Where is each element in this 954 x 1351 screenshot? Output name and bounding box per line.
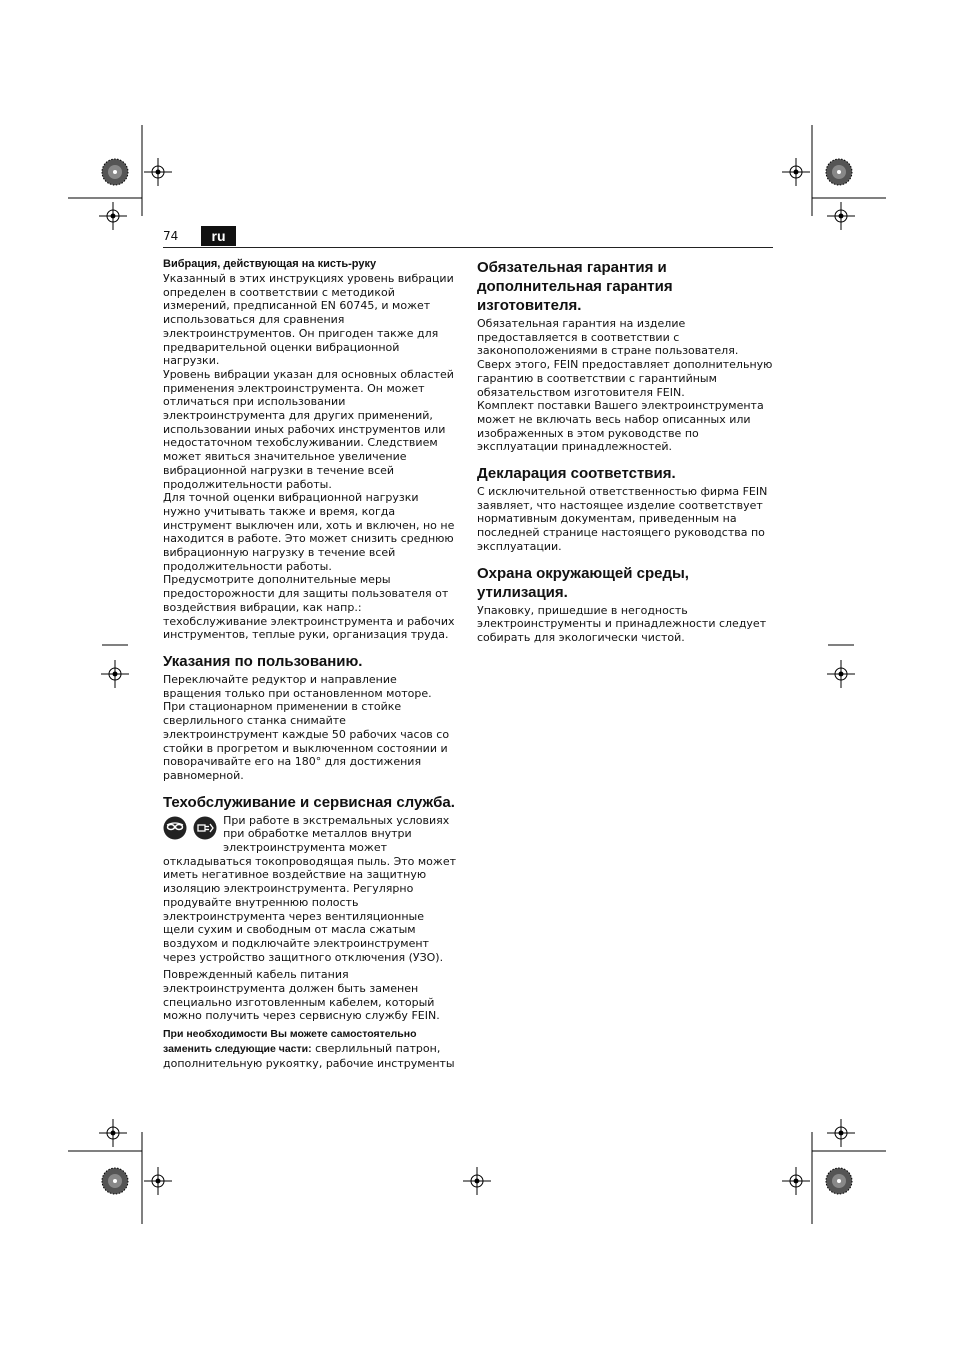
service-heading: Техобслуживание и сервисная служба. — [163, 793, 455, 811]
environment-heading: Охрана окружающей среды, утилизация. — [477, 564, 689, 601]
header-rule — [163, 247, 773, 248]
service-paragraph-1: При работе в экстремальных условиях при обработке металлов внутри электроинструмента может откладываться токопроводящая пыль. Это может иметь негативное воздействие на защитную изоляцию электроинструмента. Регулярно продувайте внутреннюю полость электроинструмента через вентиляционные щели сухим и свободным от масла сжатым воздухом и подключайте электроинструмент через устройство защитного отключения (УЗО). — [163, 813, 456, 964]
declaration-heading: Декларация соответствия. — [477, 465, 676, 483]
warranty-heading: Обязательная гарантия и дополнительная гарантия изготовителя. — [477, 259, 673, 314]
vibration-paragraph-2: Уровень вибрации указан для основных областей применения электроинструмента. Он может отличаться при использовании электроинструмента для других применений, использовании иных рабочих инструментов или недостаточном техобслуживании. Следствием может явиться значительное увеличение вибрационной нагрузки в течение всей продолжительности работы. — [163, 367, 454, 491]
service-paragraph-3-bold: При необходимости Вы можете самостоятельно заменить следующие части: — [163, 1028, 417, 1055]
vibration-heading: Вибрация, действующая на кисть-руку — [163, 258, 377, 270]
vibration-paragraph-3: Для точной оценки вибрационной нагрузки нужно учитывать также и время, когда инструмент выключен или, хоть и включен, но не находится в работе. Это может снизить среднюю вибрационную нагрузку в течение всей продолжительности работы. — [163, 491, 455, 573]
vibration-paragraph-4: Предусмотрите дополнительные меры предосторожности для защиты пользователя от воздействия вибрации, как напр.: техобслуживание электроинструмента и рабочих инструментов, теплые руки, организация труда. — [163, 573, 455, 642]
right-column — [477, 258, 773, 645]
left-column — [163, 258, 457, 1070]
language-badge: ru — [201, 226, 236, 246]
warranty-paragraph-1: Обязательная гарантия на изделие предоставляется в соответствии с законоположениями в стране пользователя. Сверх этого, FEIN предоставляет дополнительную гарантию в соответствии с гарантийным обязательством изготовителя FEIN. — [477, 317, 773, 399]
usage-heading: Указания по пользованию. — [163, 652, 363, 670]
service-paragraph-2: Поврежденный кабель питания электроинструмента должен быть заменен специально изготовленным кабелем, который можно получить через сервисную службу FEIN. — [163, 968, 440, 1023]
usage-paragraph-2: При стационарном применении в стойке сверлильного станка снимайте электроинструмент каждые 50 рабочих часов со стойки в прогретом и выключенном состоянии и поворачивайте его на 180° для достижения равномерной. — [163, 700, 450, 782]
service-paragraph-3-rest: сверлильный патрон, дополнительную рукоятку, рабочие инструменты — [163, 1041, 455, 1070]
page-number: 74 — [163, 229, 179, 243]
vibration-paragraph-1: Указанный в этих инструкциях уровень вибрации определен в соответствии с методикой измерений, предписанной EN 60745, и может использоваться для сравнения электроинструментов. Он пригоден также для предварительной оценки вибрационной нагрузки. — [163, 272, 454, 368]
usage-paragraph-1: Переключайте редуктор и направление вращения только при остановленном моторе. — [163, 672, 432, 700]
unplug-icon — [193, 816, 217, 840]
service-paragraph-3 — [163, 1027, 457, 1070]
declaration-paragraph: С исключительной ответственностью фирма FEIN заявляет, что настоящее изделие соответствует нормативным документам, приведенным на последней странице настоящего руководства по эксплуатации. — [477, 485, 768, 553]
service-icons — [163, 816, 218, 844]
environment-paragraph: Упаковку, пришедшие в негодность электроинструменты и принадлежности следует собирать для экологически чистой. — [477, 603, 767, 644]
warranty-paragraph-2: Комплект поставки Вашего электроинструмента может не включать весь набор описанных или изображенных в этом руководстве по эксплуатации принадлежностей. — [477, 399, 764, 454]
eye-protection-icon — [163, 816, 187, 840]
